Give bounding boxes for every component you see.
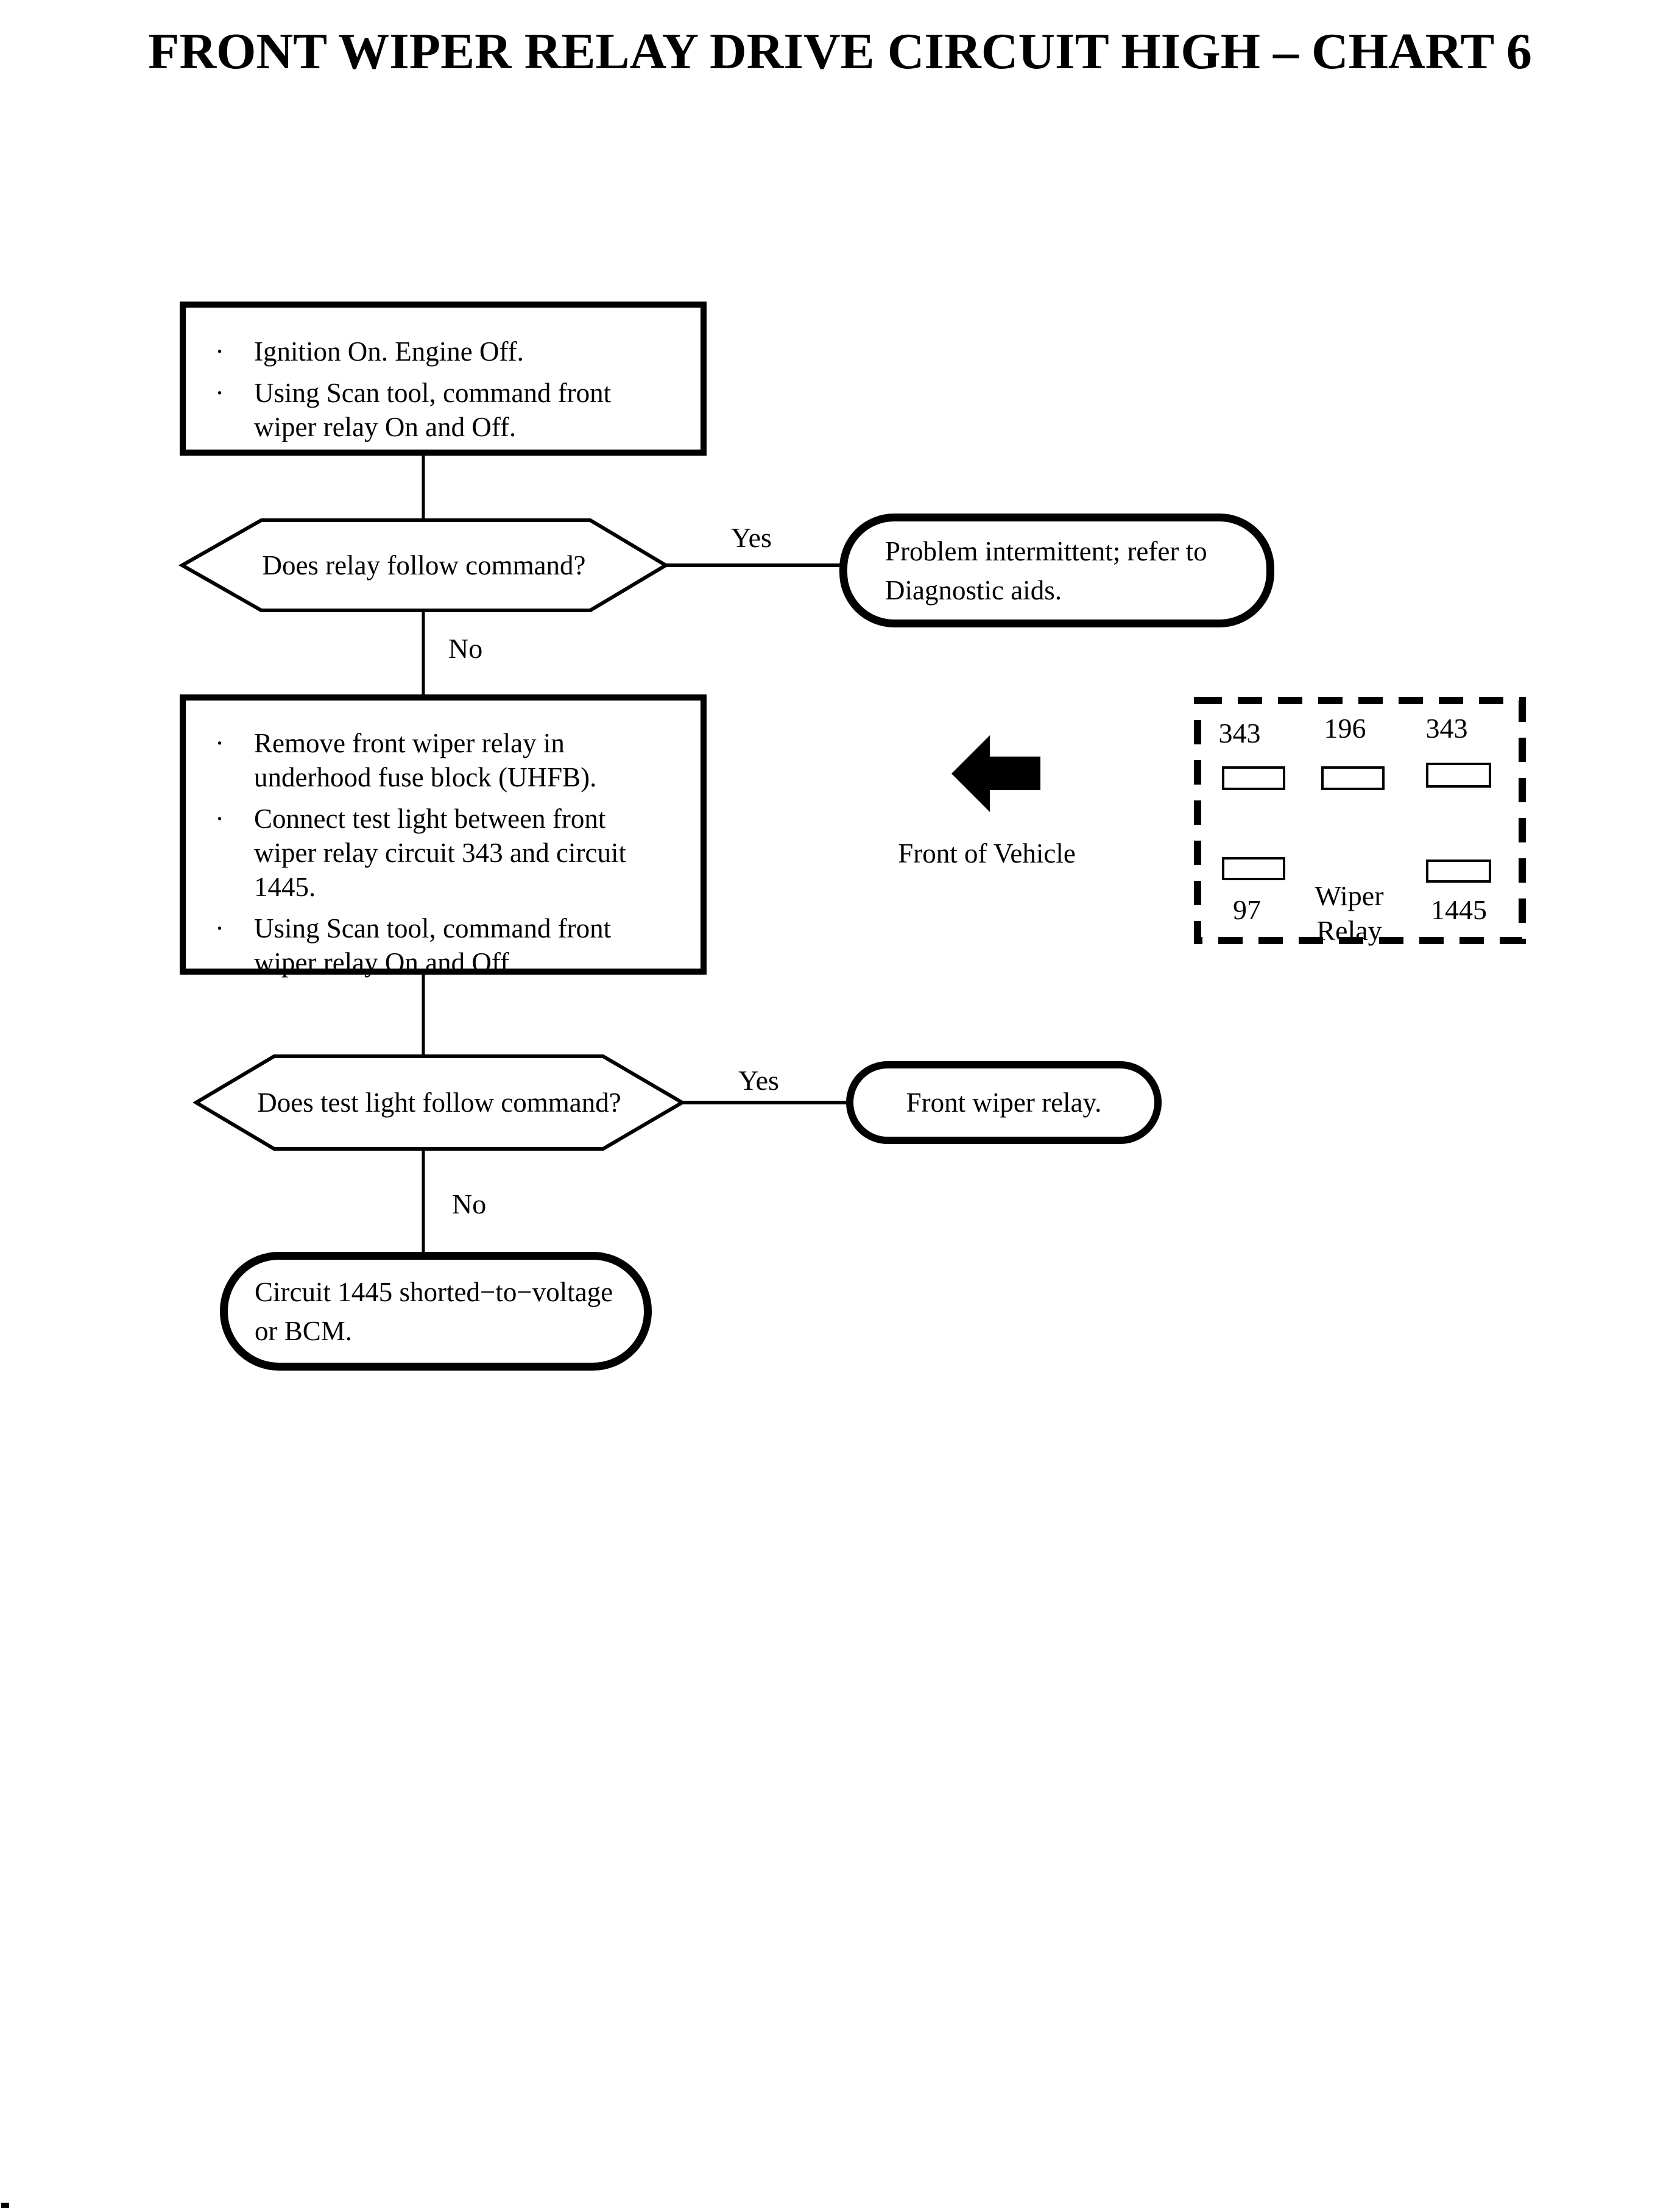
- pin-label-97: 97: [1233, 894, 1261, 925]
- decision1-question: Does relay follow command?: [262, 550, 586, 581]
- result3-line-2: or BCM.: [255, 1315, 353, 1346]
- bullet-dot-icon: ·: [215, 378, 224, 408]
- pin-label-196: 196: [1324, 713, 1366, 744]
- bullet-dot-icon: ·: [215, 803, 224, 834]
- relay-pin-1445: [1426, 860, 1491, 883]
- wiper-relay-label: [1294, 878, 1404, 948]
- front-of-vehicle-arrow-icon: [951, 735, 1040, 812]
- decision2-question: Does test light follow command?: [257, 1087, 621, 1118]
- decision1-no-label: No: [448, 633, 483, 664]
- step2-bullet-1-text: Remove front wiper relay in underhood fuse block (UHFB).: [254, 728, 597, 793]
- decision2-yes-label: Yes: [738, 1065, 779, 1096]
- step1-bullet-2-text: Using Scan tool, command front wiper relay On and Off.: [254, 378, 612, 442]
- decision2-no-label: No: [452, 1188, 487, 1220]
- result1-line-2: Diagnostic aids.: [885, 574, 1062, 605]
- result2-text: Front wiper relay.: [906, 1087, 1102, 1118]
- step2-bullet-2-text: Connect test light between front wiper relay circuit 343 and circuit 1445.: [254, 803, 626, 902]
- relay-pin-97: [1222, 857, 1285, 880]
- step1-bullet-1-text: Ignition On. Engine Off.: [254, 336, 524, 367]
- decision1-yes-label: Yes: [731, 522, 772, 553]
- relay-pin-196: [1321, 766, 1385, 790]
- step2-bullet-3: [215, 911, 682, 980]
- page-title: FRONT WIPER RELAY DRIVE CIRCUIT HIGH – CHART 6: [148, 23, 1532, 80]
- step2-bullet-1: [215, 726, 682, 794]
- step1-bullet-2: [215, 376, 682, 444]
- result1-line-1: Problem intermittent; refer to: [885, 535, 1207, 567]
- scan-artifact-speck: [1, 2203, 9, 2208]
- step1-bullet-1: [215, 334, 682, 369]
- pin-label-343-right: 343: [1425, 713, 1468, 744]
- wiper-relay-label-line-1: Wiper: [1315, 880, 1384, 911]
- pin-label-1445: 1445: [1431, 894, 1487, 925]
- bullet-dot-icon: ·: [215, 913, 224, 944]
- relay-pin-343-right: [1426, 763, 1491, 788]
- step-box-1: [180, 302, 707, 456]
- step2-bullet-3-text: Using Scan tool, command front wiper relay On and Off.: [254, 913, 612, 978]
- step2-bullet-2: [215, 802, 682, 904]
- front-of-vehicle-label: Front of Vehicle: [898, 838, 1076, 869]
- bullet-dot-icon: ·: [215, 336, 224, 367]
- result-box-front-wiper-relay: [846, 1061, 1162, 1144]
- wiper-relay-label-line-2: Relay: [1316, 915, 1382, 946]
- pin-label-343-left: 343: [1218, 718, 1261, 749]
- result-box-circuit-1445: [220, 1252, 652, 1371]
- relay-pin-343-left: [1222, 766, 1285, 790]
- result3-line-1: Circuit 1445 shorted−to−voltage: [255, 1276, 613, 1307]
- result-box-problem-intermittent: [839, 514, 1274, 627]
- bullet-dot-icon: ·: [215, 728, 224, 758]
- step-box-2: [180, 694, 707, 978]
